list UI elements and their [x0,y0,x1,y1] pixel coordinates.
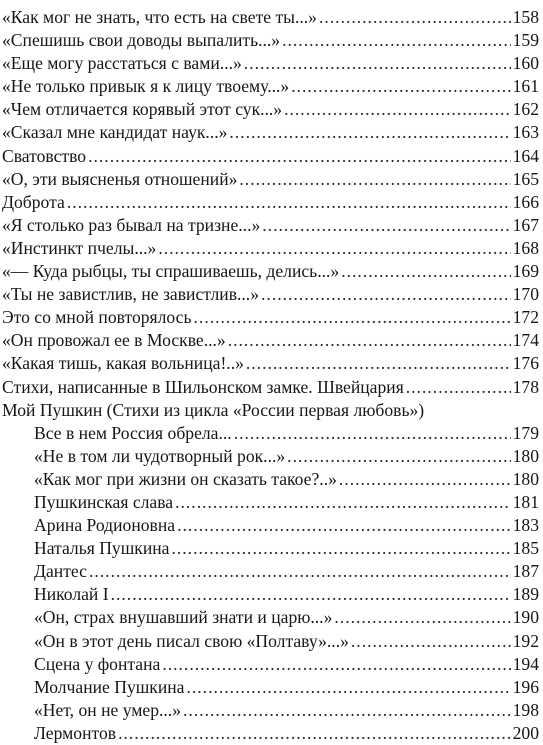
toc-entry [2,676,539,699]
toc-entry-page-number: 194 [512,653,539,674]
toc-entry-title: Мой Пушкин (Стихи из цикла «России первая любовь») [2,399,425,420]
toc-entry-page-number: 185 [512,538,539,559]
dot-leader [158,237,510,260]
toc-entry [2,329,539,352]
toc-entry [2,422,539,445]
toc-entry-page-number: 196 [512,676,539,697]
toc-entry [2,52,539,75]
toc-entry-page-number: 169 [512,261,539,282]
toc-entry-title: Наталья Пушкина [34,538,170,559]
toc-entry [2,260,539,283]
toc-entry-title: «Сказал мне кандидат наук...» [2,122,228,143]
toc-entry [2,606,539,629]
toc-entry [2,145,539,168]
toc-entry-page-number: 198 [512,699,539,720]
toc-entry [2,237,539,260]
toc-entry-title: «Он в этот день писал свою «Полтаву»...» [34,630,349,651]
toc-entry-page-number: 183 [512,515,539,536]
toc-entry [2,514,539,537]
dot-leader [111,583,511,606]
toc-entry [2,399,539,422]
dot-leader [406,376,511,399]
toc-entry [2,306,539,329]
toc-entry-title: Это со мной повторялось [2,307,192,328]
toc-entry-page-number: 160 [512,53,539,74]
toc-entry [2,491,539,514]
toc-entry [2,352,539,375]
toc-entry-page-number: 180 [512,468,539,489]
toc-entry-page-number: 180 [512,445,539,466]
dot-leader [246,352,511,375]
dot-leader [334,606,510,629]
toc-entry-title: «Ты не завистлив, не завистлив...» [2,284,260,305]
dot-leader [88,145,511,168]
toc-entry-page-number: 168 [512,237,539,258]
dot-leader [162,653,510,676]
dot-leader [118,722,511,745]
toc-entry-title: Все в нем Россия обрела... [34,422,232,443]
dot-leader [291,75,510,98]
table-of-contents [2,6,539,745]
dot-leader [175,491,511,514]
toc-entry-page-number: 172 [512,307,539,328]
toc-entry-page-number: 162 [512,99,539,120]
dot-leader [244,52,511,75]
toc-entry-title: Николай I [34,584,109,605]
dot-leader [284,98,511,121]
dot-leader [287,445,510,468]
dot-leader [282,29,511,52]
toc-entry-title: Лермонтов [34,722,117,743]
toc-entry [2,537,539,560]
toc-entry [2,75,539,98]
toc-entry-page-number: 187 [512,561,539,582]
dot-leader [341,260,510,283]
toc-entry-title: Сцена у фонтана [34,653,161,674]
toc-entry-title: «О, эти выясненья отношений» [2,168,238,189]
toc-entry-page-number: 189 [512,584,539,605]
toc-entry-title: «Спешишь свои доводы выпалить...» [2,30,281,51]
toc-entry-title: Доброта [2,191,65,212]
toc-entry [2,29,539,52]
dot-leader [262,214,510,237]
dot-leader [239,168,510,191]
toc-entry [2,121,539,144]
toc-entry-title: «Еще могу расстаться с вами...» [2,53,242,74]
toc-entry-page-number: 163 [512,122,539,143]
toc-entry [2,168,539,191]
toc-entry-title: Дантес [34,561,87,582]
toc-entry-page-number: 190 [512,607,539,628]
toc-entry [2,560,539,583]
toc-entry-title: «Нет, он не умер...» [34,699,182,720]
toc-entry-page-number: 166 [512,191,539,212]
toc-entry [2,376,539,399]
toc-entry-title: Стихи, написанные в Шильонском замке. Швейцария [2,376,404,397]
toc-entry-page-number: 200 [512,722,539,743]
toc-entry-page-number: 164 [512,145,539,166]
toc-entry-title: «Какая тишь, какая вольница!..» [2,353,244,374]
toc-entry-title: «Не только привык я к лицу твоему...» [2,76,290,97]
dot-leader [229,121,510,144]
dot-leader [228,329,511,352]
toc-entry-title: «Он, страх внушавший знати и царю...» [34,607,333,628]
dot-leader [351,630,511,653]
toc-entry-title: Сватовство [2,145,87,166]
toc-entry-page-number: 179 [512,422,539,443]
toc-entry-page-number: 161 [512,76,539,97]
toc-entry [2,653,539,676]
toc-entry-page-number: 158 [512,7,539,27]
toc-entry-title: Молчание Пушкина [34,676,185,697]
toc-entry-page-number: 181 [512,491,539,512]
dot-leader [339,468,511,491]
toc-entry-title: «Инстинкт пчелы...» [2,237,157,258]
book-page [2,0,539,743]
dot-leader [89,560,511,583]
toc-entry [2,6,539,29]
toc-entry-page-number: 174 [512,330,539,351]
toc-entry [2,445,539,468]
toc-entry [2,191,539,214]
toc-entry-title: «Он провожал ее в Москве...» [2,330,226,351]
toc-entry-page-number: 192 [512,630,539,651]
toc-entry [2,468,539,491]
toc-entry-title: «Как мог при жизни он сказать такое?..» [34,468,337,489]
dot-leader [319,6,511,29]
toc-entry [2,98,539,121]
toc-entry-page-number: 159 [512,30,539,51]
toc-entry [2,699,539,722]
toc-entry-title: «Я столько раз бывал на тризне...» [2,214,261,235]
dot-leader [171,537,510,560]
toc-entry-page-number: 176 [512,353,539,374]
toc-entry-title: Пушкинская слава [34,491,174,512]
toc-entry [2,722,539,745]
dot-leader [261,283,511,306]
dot-leader [67,191,511,214]
dot-leader [183,699,511,722]
toc-entry [2,583,539,606]
dot-leader [186,676,510,699]
dot-leader [234,422,511,445]
toc-entry-title: «Чем отличается корявый этот сук...» [2,99,283,120]
toc-entry-page-number: 167 [512,214,539,235]
toc-entry [2,283,539,306]
toc-entry-page-number: 170 [512,284,539,305]
toc-entry-page-number: 165 [512,168,539,189]
toc-entry-title: «Как мог не знать, что есть на свете ты...» [2,7,317,27]
toc-entry-title: «Не в том ли чудотворный рок...» [34,445,286,466]
dot-leader [177,514,511,537]
toc-entry-title: «— Куда рыбцы, ты спрашиваешь, делись...» [2,261,340,282]
toc-entry [2,214,539,237]
toc-entry-title: Арина Родионовна [34,515,176,536]
toc-entry [2,630,539,653]
toc-entry-page-number: 178 [512,376,539,397]
dot-leader [194,306,511,329]
